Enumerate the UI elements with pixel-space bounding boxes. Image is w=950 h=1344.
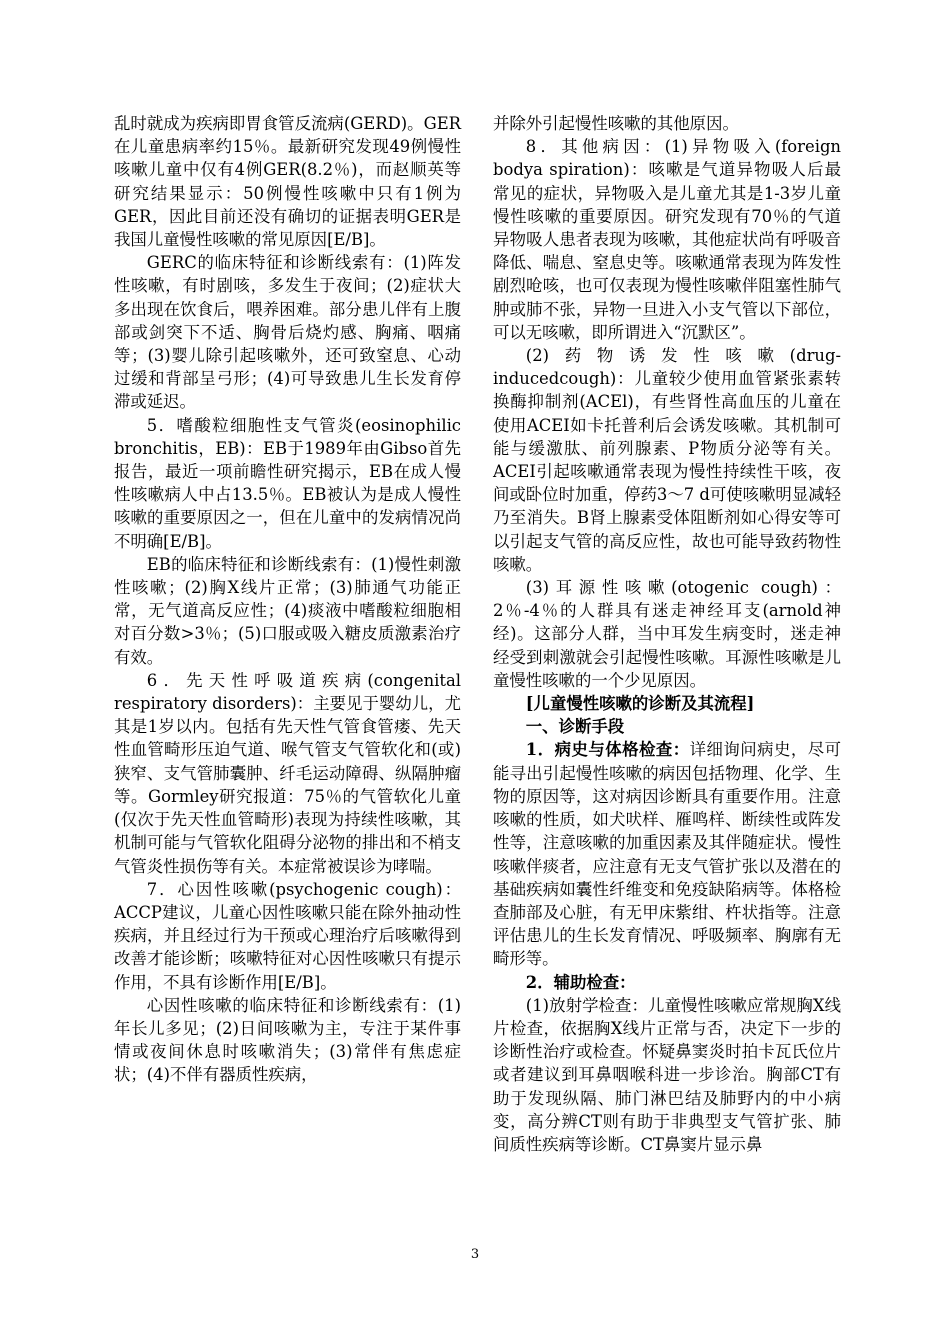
item-history-exam-label: 1．病史与体格检查： <box>525 740 690 760</box>
paragraph-psychogenic-cough: 7．心因性咳嗽(psychogenic cough)：ACCP建议，儿童心因性咳嗽只能在除外抽动性疾病，并且经过行为干预或心理治疗后咳嗽得到改善才能诊断；咳嗽特征对心因性咳嗽只有提示作用，不具有诊断作用[E/B]。 <box>114 879 461 992</box>
paragraph-history-exam <box>493 738 841 970</box>
subsection-title: 一、诊断手段 <box>525 717 625 737</box>
paragraph-psychogenic-features: 心因性咳嗽的临床特征和诊断线索有：(1)年长儿多见；(2)日间咳嗽为主，专注于某件事情或夜间休息时咳嗽消失；(3)常伴有焦虑症状；(4)不伴有器质性疾病， <box>114 995 461 1085</box>
right-column <box>493 112 841 1156</box>
paragraph-otogenic-cough: (3)耳源性咳嗽(otogenic cough)：2％-4％的人群具有迷走神经耳支(arnold神经)。这部分人群，当中耳发生病变时，迷走神经受到刺激就会引起慢性咳嗽。耳源性咳嗽是儿童慢性咳嗽的一个少见原因。 <box>493 578 841 690</box>
section-title: [儿童慢性咳嗽的诊断及其流程] <box>525 694 755 714</box>
paragraph-continuation: 并除外引起慢性咳嗽的其他原因。 <box>493 114 739 133</box>
item-history-exam-text: 详细询问病史，尽可能寻出引起慢性咳嗽的病因包括物理、化学、生物的原因等，这对病因诊断具有重要作用。注意咳嗽的性质，如犬吠样、雁鸣样、断续性或阵发性等，注意咳嗽的加重因素及其伴随症状。慢性咳嗽伴痰者，应注意有无支气管扩张以及潜在的基础疾病如囊性纤维变和免疫缺陷病等。体格检查肺部及心脏，有无甲床紫绀、杵状指等。注意评估患儿的生长发育情况、呼吸频率、胸廓有无畸形等。 <box>493 740 842 969</box>
page-number: 3 <box>470 1247 480 1262</box>
left-column <box>114 112 461 1087</box>
paragraph-ger-prevalence: 乱时就成为疾病即胃食管反流病(GERD)。GER在儿童患病率约15％。最新研究发现49例慢性咳嗽儿童中仅有4例GER(8.2％)，而赵顺英等研究结果显示：50例慢性咳嗽中只有1例为GER，因此目前还没有确切的证据表明GER是我国儿童慢性咳嗽的常见原因[E/B]。 <box>114 114 461 250</box>
paragraph-eb-features: EB的临床特征和诊断线索有：(1)慢性刺激性咳嗽；(2)胸X线片正常；(3)肺通气功能正常，无气道高反应性；(4)痰液中嗜酸粒细胞相对百分数>3％；(5)口服或吸入糖皮质激素治疗有效。 <box>114 554 461 667</box>
paragraph-gerc-features: GERC的临床特征和诊断线索有：(1)阵发性咳嗽，有时剧咳，多发生于夜间；(2)症状大多出现在饮食后，喂养困难。部分患儿伴有上腹部或剑突下不适、胸骨后烧灼感、胸痛、咽痛等；(3)婴儿除引起咳嗽外，还可致窒息、心动过缓和背部呈弓形；(4)可导致患儿生长发育停滞或延迟。 <box>114 253 461 412</box>
item-auxiliary-exam-label: 2．辅助检查： <box>525 972 636 992</box>
paragraph-radiology: (1)放射学检查：儿童慢性咳嗽应常规胸X线片检查，依据胸X线片正常与否，决定下一步的诊断性治疗或检查。怀疑鼻窦炎时拍卡瓦氏位片或者建议到耳鼻咽喉科进一步诊治。胸部CT有助于发现纵隔、肺门淋巴结及肺野内的中小病变，高分辨CT则有助于非典型支气管扩张、肺间质性疾病等诊断。CT鼻窦片显示鼻 <box>493 995 841 1154</box>
paragraph-eosinophilic-bronchitis: 5．嗜酸粒细胞性支气管炎(eosinophilic bronchitis，EB)：EB于1989年由Gibso首先报告，最近一项前瞻性研究揭示，EB在成人慢性咳嗽病人中占13.5％。EB被认为是成人慢性咳嗽的重要原因之一，但在儿童中的发病情况尚不明确[E/B]。 <box>114 415 461 551</box>
paragraph-drug-induced-cough: (2)药物诱发性咳嗽(drug-inducedcough)：儿童较少使用血管紧张素转换酶抑制剂(ACEl)，有些肾性高血压的儿童在使用ACEI如卡托普利后会诱发咳嗽。其机制可能与缓激肽、前列腺素、P物质分泌等有关。ACEI引起咳嗽通常表现为慢性持续性干咳，夜间或卧位时加重，停药3～7 d可使咳嗽明显减轻乃至消失。B肾上腺素受体阻断剂如心得安等可以引起支气管的高反应性，故也可能导致药物性咳嗽。 <box>493 346 841 574</box>
paragraph-foreign-body: 8．其他病因：(1)异物吸入(foreign bodya spiration)：咳嗽是气道异物吸人后最常见的症状，异物吸入是儿童尤其是1-3岁儿童慢性咳嗽的重要原因。研究发现有70％的气道异物吸人患者表现为咳嗽，其他症状尚有呼吸音降低、喘息、窒息史等。咳嗽通常表现为阵发性剧烈呛咳，也可仅表现为慢性咳嗽伴阻塞性肺气肿或肺不张，异物一旦进入小支气管以下部位，可以无咳嗽，即所谓进入“沉默区”。 <box>493 137 841 342</box>
paragraph-congenital-disorders: 6．先天性呼吸道疾病(congenital respiratory disorders)：主要见于婴幼儿，尤其是1岁以内。包括有先天性气管食管瘘、先天性血管畸形压迫气道、喉气管支气管软化和(或)狭窄、支气管肺囊肿、纤毛运动障碍、纵隔肿瘤等。Gormley研究报道：75％的气管软化儿童(仅次于先天性血管畸形)表现为持续性咳嗽，其机制可能与气管软化阻碍分泌物的排出和不梢支气管炎性损伤等有关。本症常被误诊为哮喘。 <box>114 670 461 876</box>
